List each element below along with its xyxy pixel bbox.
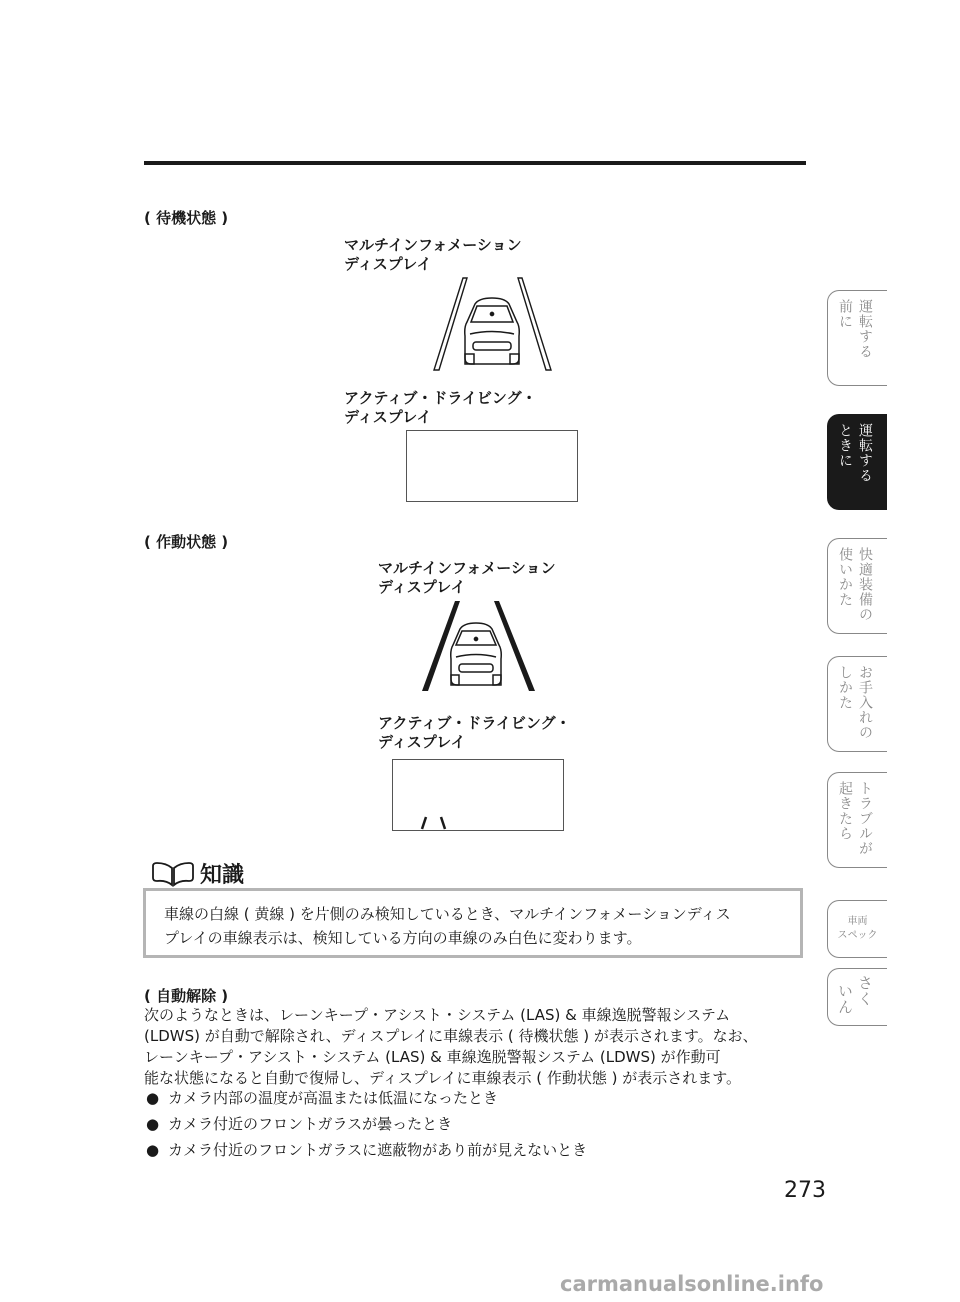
active-car-icon xyxy=(451,623,502,685)
list-item: ● カメラ付近のフロントガラスに遮蔽物があり前が見えないとき xyxy=(146,1141,588,1159)
standby-ad-display xyxy=(406,430,578,502)
side-tab-vehicle-specs[interactable]: 車両 スペック xyxy=(827,900,887,958)
standby-lane-left xyxy=(434,278,467,370)
open-book-icon xyxy=(150,860,196,888)
side-tab-comfort-features[interactable]: 快適装備の 使いかた xyxy=(827,538,887,634)
active-ad-lane-marks xyxy=(393,760,563,830)
standby-mid-label: マルチインフォメーション ディスプレイ xyxy=(344,236,522,273)
bullet-icon: ● xyxy=(146,1115,160,1133)
knowledge-box: 車線の白線 ( 黄線 ) を片側のみ検知しているとき、マルチインフォメーションディス プレイの車線表示は、検知している方向の車線のみ白色に変わります。 xyxy=(143,888,803,958)
standby-heading: ( 待機状態 ) xyxy=(144,209,229,227)
list-item: ● カメラ内部の温度が高温または低温になったとき xyxy=(146,1089,499,1107)
watermark-text: carmanualsonline.info xyxy=(560,1272,824,1296)
active-heading: ( 作動状態 ) xyxy=(144,533,229,551)
active-lane-graphic xyxy=(418,597,538,693)
auto-release-heading: ( 自動解除 ) xyxy=(144,987,229,1005)
side-tab-while-driving[interactable]: 運転する ときに xyxy=(827,414,887,510)
knowledge-title: 知識 xyxy=(150,858,244,889)
standby-lane-graphic xyxy=(425,272,560,372)
ad-lane-mark-left xyxy=(422,817,426,829)
list-item: ● カメラ付近のフロントガラスが曇ったとき xyxy=(146,1115,453,1133)
side-tab-troubleshooting[interactable]: トラブルが 起きたら xyxy=(827,772,887,868)
standby-lane-right xyxy=(518,278,551,370)
side-tab-index[interactable]: さく いん xyxy=(827,968,887,1026)
active-ad-label: アクティブ・ドライビング・ ディスプレイ xyxy=(378,714,571,751)
active-ad-display xyxy=(392,759,564,831)
active-lane-left xyxy=(422,601,460,691)
side-tab-before-driving[interactable]: 運転する 前に xyxy=(827,290,887,386)
standby-car-icon xyxy=(465,298,520,364)
auto-release-bullets xyxy=(146,1088,587,1161)
active-mid-label: マルチインフォメーション ディスプレイ xyxy=(378,559,556,596)
header-rule xyxy=(144,161,806,165)
side-tab-maintenance[interactable]: お手入れの しかた xyxy=(827,656,887,752)
ad-lane-mark-right xyxy=(441,817,445,829)
bullet-icon: ● xyxy=(146,1089,160,1107)
auto-release-paragraph: 次のようなときは、レーンキープ・アシスト・システム (LAS) & 車線逸脱警報システム (LDWS) が自動で解除され、ディスプレイに車線表示 ( 待機状態 ) が表示されます。なお、 レーンキープ・アシスト・システム (LAS) & 車線逸脱警報システム (LDWS) が作動可 能な状態になると自動で復帰し、ディスプレイに車線表示 ( 作動状態 ) が表示されます。 xyxy=(144,1006,758,1087)
bullet-icon: ● xyxy=(146,1141,160,1159)
standby-ad-label: アクティブ・ドライビング・ ディスプレイ xyxy=(344,389,537,426)
page-number: 273 xyxy=(784,1178,826,1203)
